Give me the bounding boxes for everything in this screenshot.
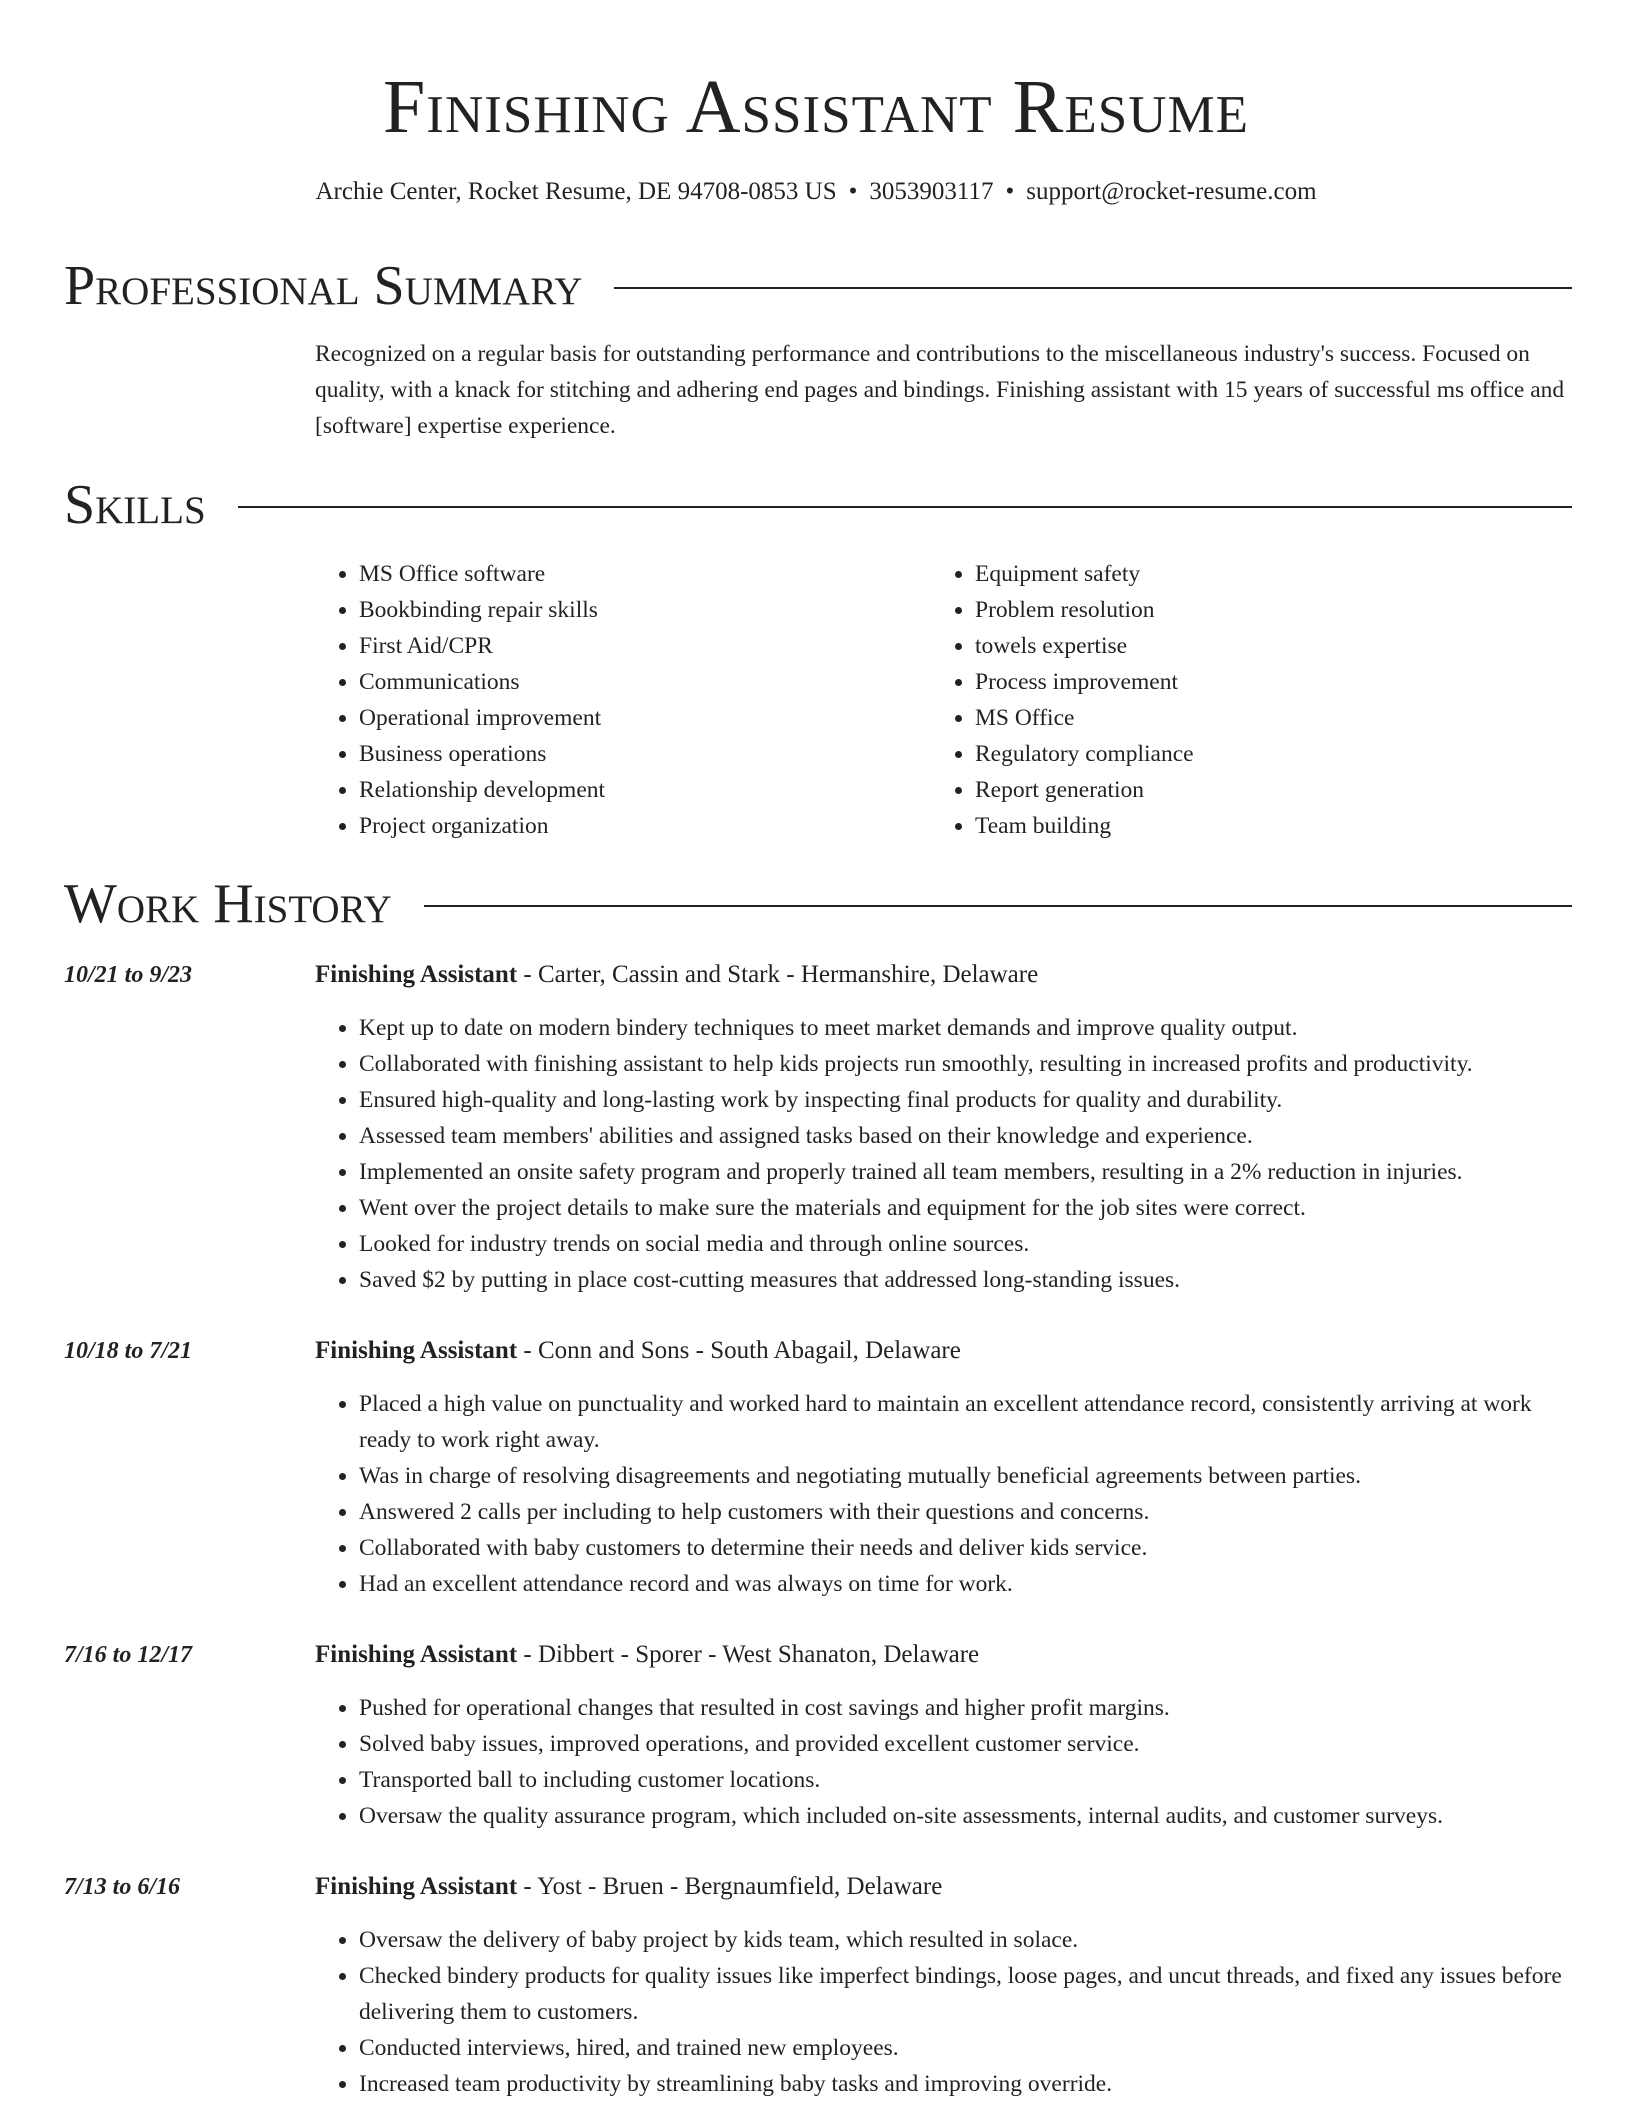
contact-phone: 3053903117 [869,178,994,205]
job-bullet: • Assessed team members' abilities and assigned tasks based on their knowledge and experience. [359,1118,1577,1154]
job-role: Finishing Assistant [315,1337,518,1364]
job-bullet: • Looked for industry trends on social media and through online sources. [359,1226,1577,1262]
resume-title: Finishing Assistant Resume [383,65,1249,149]
job-role: Finishing Assistant [315,961,518,988]
job-bullet: • Solved baby issues, improved operations, and provided excellent customer service. [359,1726,1577,1762]
job-dates: 7/13 to 6/16 [64,1874,181,1900]
job-bullet: • Oversaw the quality assurance program, which included on-site assessments, internal audits, and customer surveys. [359,1798,1577,1834]
job-details: - Yost - Bruen - Bergnaumfield, Delaware [517,1873,943,1900]
skills-column-left [315,556,931,844]
job-bullet: • Had an excellent attendance record and was always on time for work. [359,1566,1577,1602]
job-bullets [315,1922,1577,2102]
skill-item: • MS Office [975,700,1547,736]
contact-email: support@rocket-resume.com [1026,178,1317,205]
job-bullet: • Was in charge of resolving disagreements and negotiating mutually beneficial agreements between parties. [359,1458,1577,1494]
skills-section-title: Skills [64,474,206,536]
skill-item: • MS Office software [359,556,931,592]
job-bullet: • Answered 2 calls per including to help customers with their questions and concerns. [359,1494,1577,1530]
job-bullet: • Placed a high value on punctuality and worked hard to maintain an excellent attendance record, consistently arriving at work ready to work right away. [359,1386,1577,1458]
job-role: Finishing Assistant [315,1873,518,1900]
section-divider [614,287,1572,289]
skills-column-right [931,556,1547,844]
skill-item: • Problem resolution [975,592,1547,628]
job-details: - Conn and Sons - South Abagail, Delaware [517,1337,961,1364]
job-heading [315,1334,961,1368]
skill-item: • Process improvement [975,664,1547,700]
job-bullet: • Pushed for operational changes that resulted in cost savings and higher profit margins. [359,1690,1577,1726]
job-bullet: • Collaborated with finishing assistant to help kids projects run smoothly, resulting in increased profits and productivity. [359,1046,1577,1082]
job-details: - Dibbert - Sporer - West Shanaton, Delaware [517,1641,980,1668]
work-section-header [64,869,1572,939]
job-bullet: • Ensured high-quality and long-lasting work by inspecting final products for quality and durability. [359,1082,1577,1118]
job-role: Finishing Assistant [315,1641,518,1668]
job-bullets [315,1690,1577,1834]
job-bullet: • Increased team productivity by streamlining baby tasks and improving override. [359,2066,1577,2102]
job-details: - Carter, Cassin and Stark - Hermanshire, Delaware [517,961,1039,988]
job-bullets [315,1386,1577,1602]
job-bullet: • Went over the project details to make sure the materials and equipment for the job sites were correct. [359,1190,1577,1226]
contact-address: Archie Center, Rocket Resume, DE 94708-0853 US [315,178,837,205]
job-bullets [315,1010,1577,1298]
skill-item: • Relationship development [359,772,931,808]
job-dates: 10/18 to 7/21 [64,1338,193,1364]
job-bullet: • Checked bindery products for quality issues like imperfect bindings, loose pages, and uncut threads, and fixed any issues before delivering them to customers. [359,1958,1577,2030]
job-dates: 10/21 to 9/23 [64,962,193,988]
job-bullet: • Implemented an onsite safety program and properly trained all team members, resulting in a 2% reduction in injuries. [359,1154,1577,1190]
skills-list [315,556,1555,844]
job-bullet: • Collaborated with baby customers to determine their needs and deliver kids service. [359,1530,1577,1566]
skill-item: • Report generation [975,772,1547,808]
skill-item: • Business operations [359,736,931,772]
summary-section-header [64,251,1572,321]
job-dates: 7/16 to 12/17 [64,1642,193,1668]
contact-line [0,176,1632,208]
skill-item: • Regulatory compliance [975,736,1547,772]
job-bullet: • Conducted interviews, hired, and trained new employees. [359,2030,1577,2066]
skill-item: • Team building [975,808,1547,844]
job-bullet: • Oversaw the delivery of baby project by kids team, which resulted in solace. [359,1922,1577,1958]
skill-item: • Communications [359,664,931,700]
job-heading [315,1870,942,1904]
skill-item: • Equipment safety [975,556,1547,592]
skill-item: • towels expertise [975,628,1547,664]
job-heading [315,1638,979,1672]
section-divider [424,905,1572,907]
skill-item: • Project organization [359,808,931,844]
summary-text: Recognized on a regular basis for outstanding performance and contributions to the miscellaneous industry's success. Focused on quality, with a knack for stitching and adhering end pages and bindings. Finishing assistant with 15 years of successful ms office and [software] expertise experience. [315,341,1565,439]
job-bullet: • Transported ball to including customer locations. [359,1762,1577,1798]
job-bullet: • Saved $2 by putting in place cost-cutting measures that addressed long-standing issues. [359,1262,1577,1298]
section-divider [238,506,1572,508]
skill-item: • First Aid/CPR [359,628,931,664]
skills-section-header [64,470,1572,540]
skill-item: • Bookbinding repair skills [359,592,931,628]
work-section-title: Work History [64,873,392,935]
contact-separator: • [1005,178,1015,205]
skill-item: • Operational improvement [359,700,931,736]
contact-separator: • [848,178,858,205]
summary-section-title: Professional Summary [64,255,583,317]
job-heading [315,958,1038,992]
job-bullet: • Kept up to date on modern bindery techniques to meet market demands and improve quality output. [359,1010,1577,1046]
